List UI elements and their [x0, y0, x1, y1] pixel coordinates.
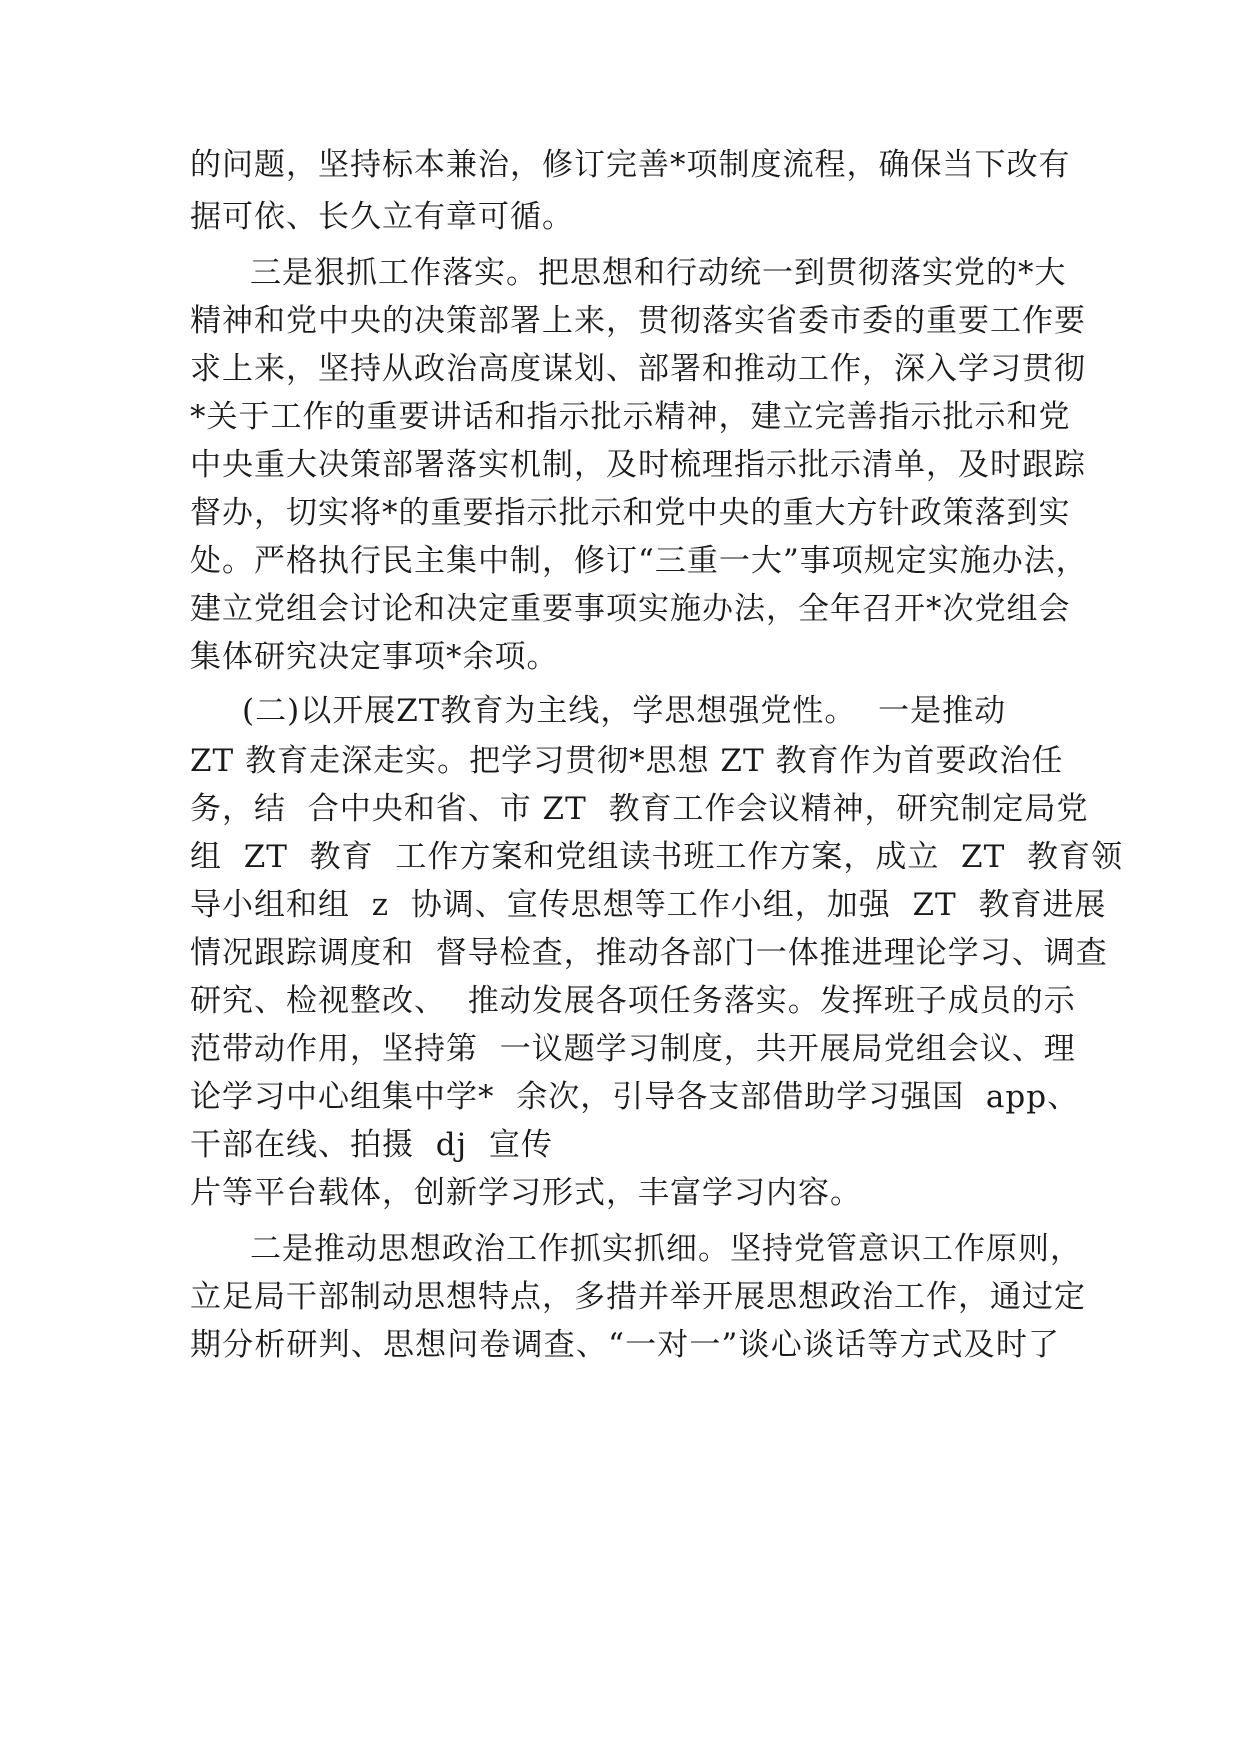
text-line: 据可依、长久立有章可循。	[190, 199, 574, 235]
text-line: 导小组和组 z 协调、宣传思想等工作小组，加强 ZT 教育进展	[190, 887, 1107, 923]
text-line: 的问题，坚持标本兼治，修订完善*项制度流程，确保当下改有	[190, 147, 1071, 183]
text-line: 干部在线、拍摄 dj 宣传	[190, 1127, 553, 1163]
text-line: 期分析研判、思想问卷调查、“一对一”谈心谈话等方式及时了	[190, 1327, 1060, 1363]
text-line: 组 ZT 教育 工作方案和党组读书班工作方案，成立 ZT 教育领	[190, 839, 1123, 875]
text-line: 研究、检视整改、 推动发展各项任务落实。发挥班子成员的示	[190, 983, 1076, 1019]
text-line: 论学习中心组集中学* 余次，引导各支部借助学习强国 app、	[190, 1079, 1080, 1115]
text-line: 督办，切实将*的重要指示批示和党中央的重大方针政策落到实	[190, 495, 1071, 531]
text-line: 处。严格执行民主集中制，修订“三重一大”事项规定实施办法，	[190, 543, 1088, 579]
text-line: 三是狠抓工作落实。把思想和行动统一到贯彻落实党的*大	[250, 255, 1067, 291]
text-line: 精神和党中央的决策部署上来，贯彻落实省委市委的重要工作要	[190, 303, 1086, 339]
text-line: 务，结 合中央和省、市 ZT 教育工作会议精神，研究制定局党	[190, 791, 1089, 827]
text-line: 二是推动思想政治工作抓实抓细。坚持党管意识工作原则，	[250, 1231, 1082, 1267]
text-line: 集体研究决定事项*余项。	[190, 639, 559, 675]
text-line: ZT 教育走深走实。把学习贯彻*思想 ZT 教育作为首要政治任	[190, 743, 1064, 779]
text-line: *关于工作的重要讲话和指示批示精神，建立完善指示批示和党	[190, 399, 1071, 435]
text-line: 中央重大决策部署落实机制，及时梳理指示批示清单，及时跟踪	[190, 447, 1086, 483]
text-line: 建立党组会讨论和决定重要事项实施办法，全年召开*次党组会	[190, 591, 1071, 627]
text-line: 情况跟踪调度和 督导检查，推动各部门一体推进理论学习、调查	[190, 935, 1108, 971]
text-line: 求上来，坚持从政治高度谋划、部署和推动工作，深入学习贯彻	[190, 351, 1086, 387]
text-line: 片等平台载体，创新学习形式，丰富学习内容。	[190, 1175, 862, 1211]
text-line: 范带动作用，坚持第 一议题学习制度，共开展局党组会议、理	[190, 1031, 1076, 1067]
section-heading: (二)以开展ZT教育为主线，学思想强党性。 一是推动	[242, 693, 1007, 729]
text-line: 立足局干部制动思想特点，多措并举开展思想政治工作，通过定	[190, 1279, 1086, 1315]
